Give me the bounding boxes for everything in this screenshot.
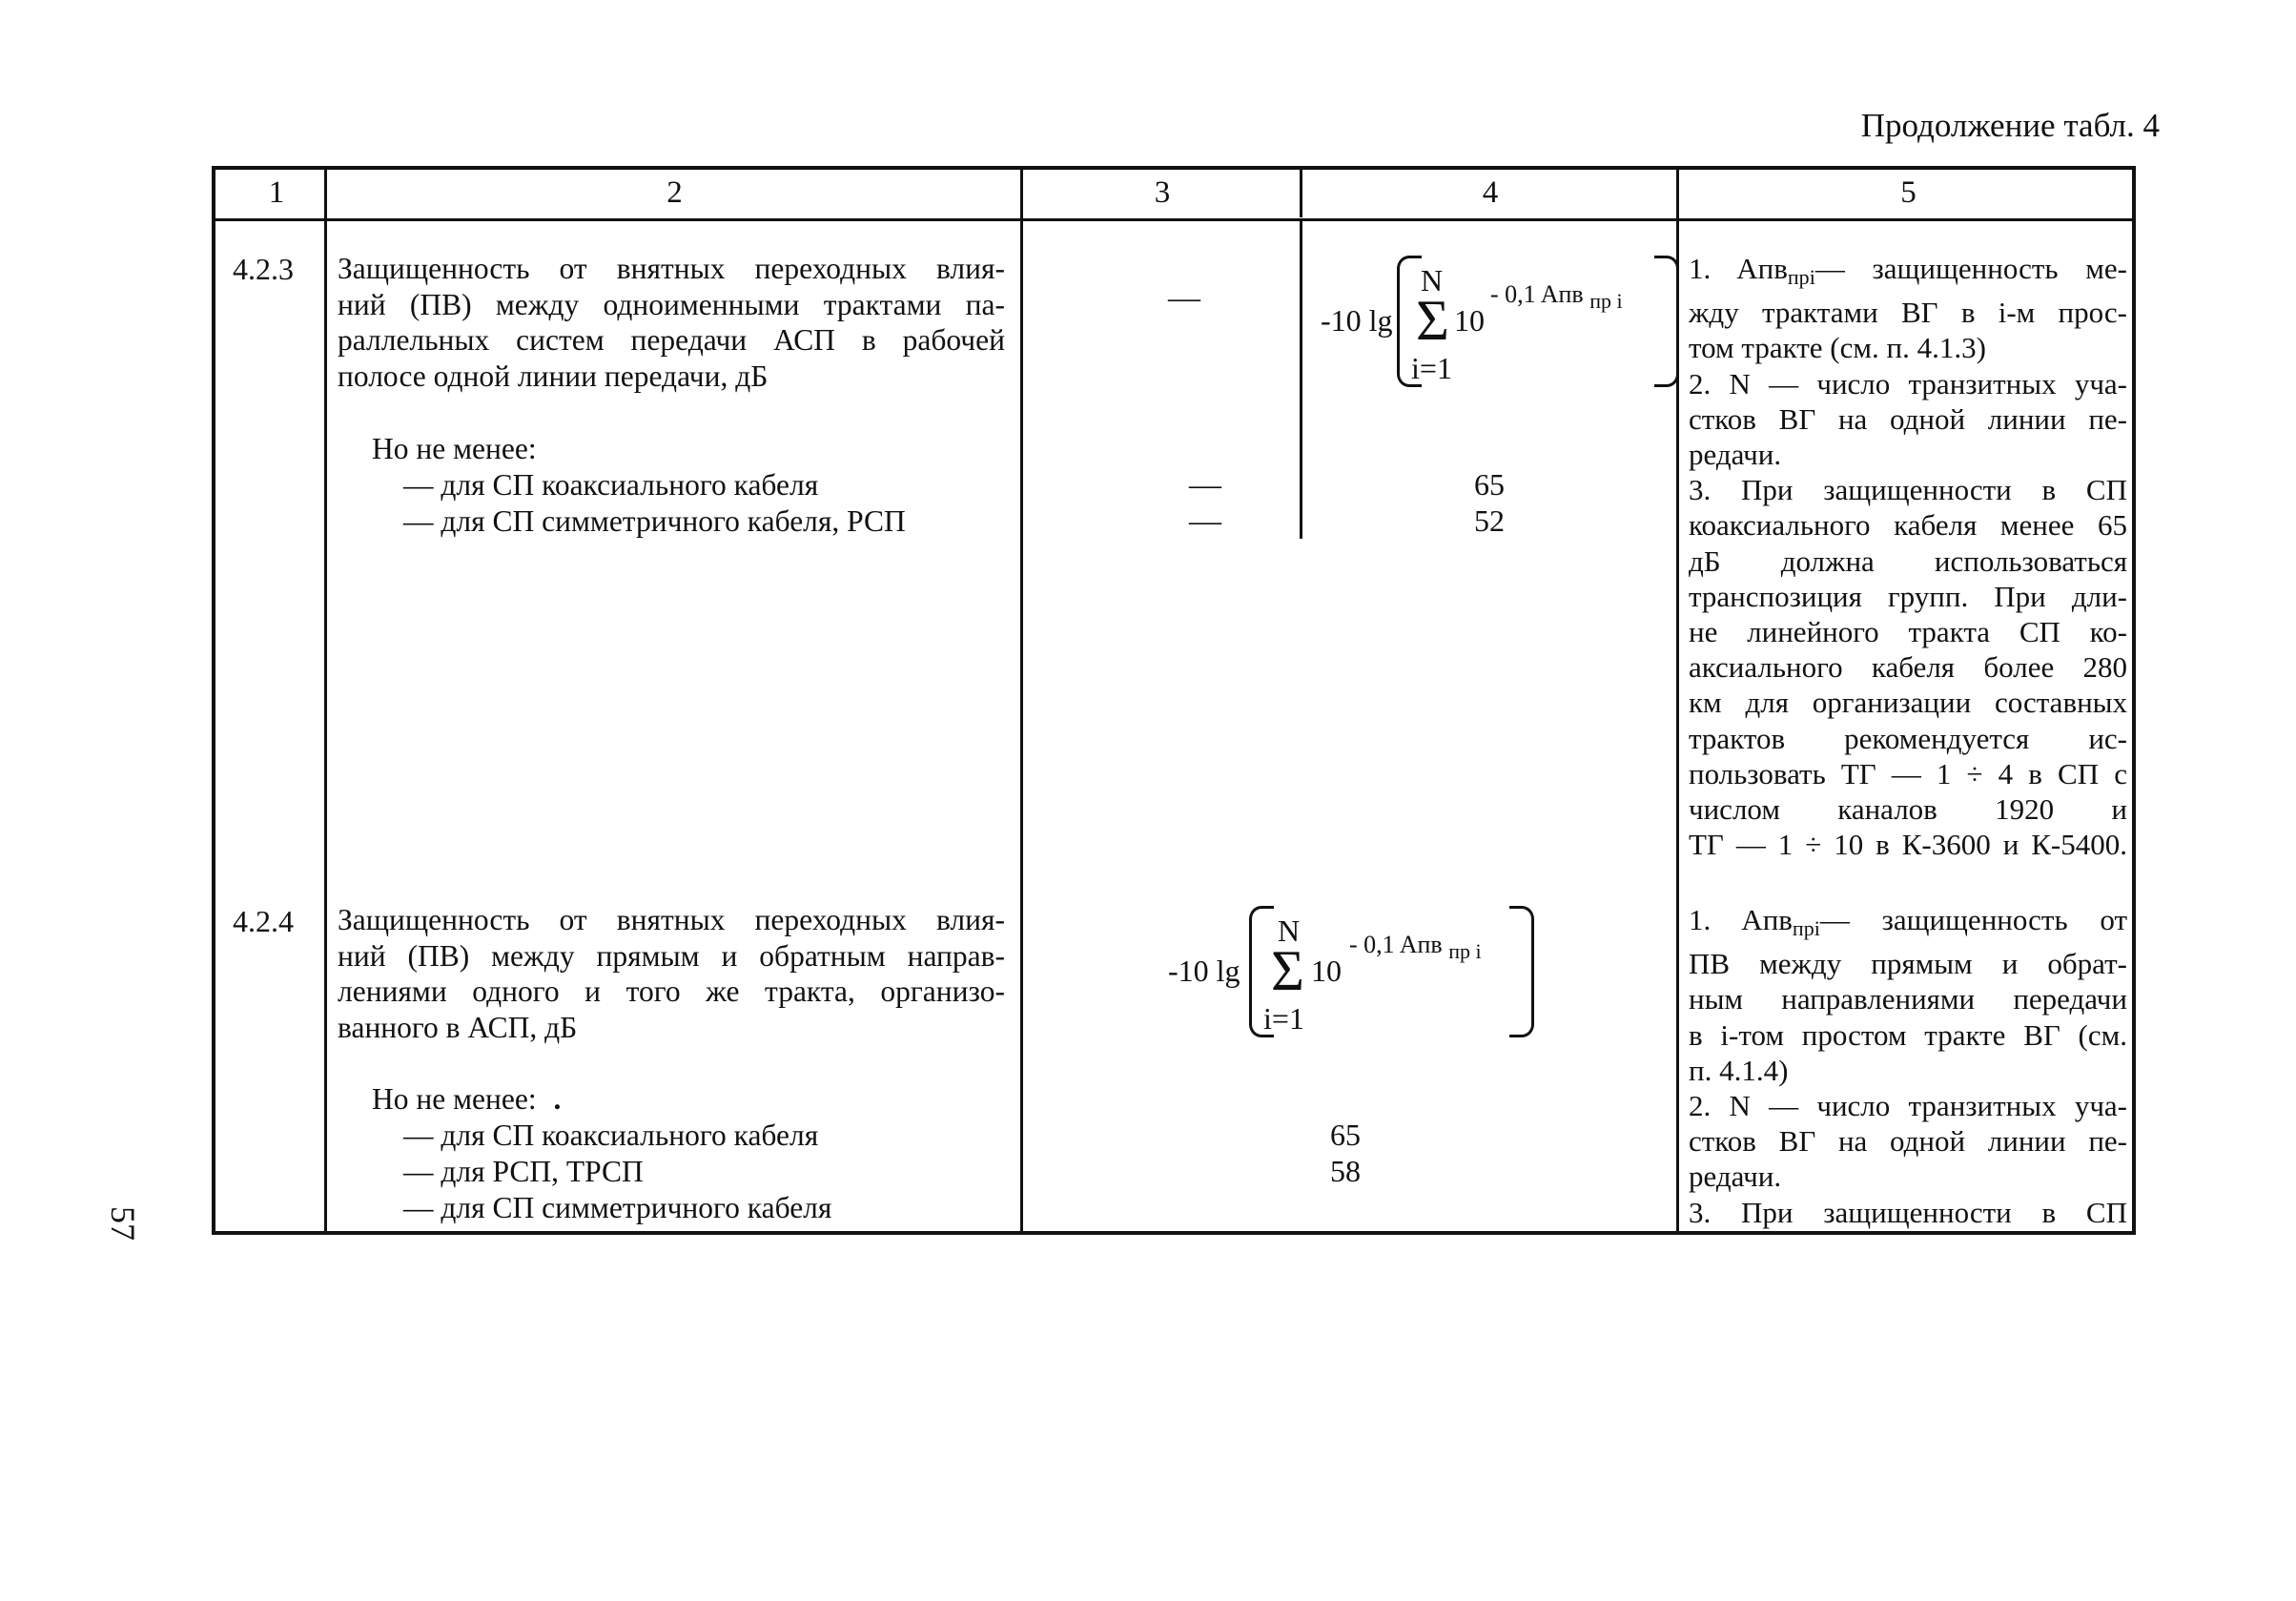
min-label: Но не менее: .: [372, 1082, 562, 1116]
formula-coef: -10 lg: [1168, 954, 1240, 988]
note-line: в i-том простом тракте ВГ (см.: [1689, 1017, 2127, 1052]
formula-exp: - 0,1 Aпв $_{пр i}$: [1349, 931, 1482, 963]
formula-lower: i=1: [1263, 1001, 1304, 1036]
min-item: — для СП коаксиального кабеля: [403, 1119, 819, 1152]
formula-right-paren: [1509, 906, 1534, 1037]
formula-exp: - 0,1 Aпв $_{пр i}$: [1490, 280, 1623, 313]
note-line: стков ВГ на одной линии пе-: [1689, 401, 2127, 436]
min-item: — для РСП, ТРСП: [403, 1155, 644, 1188]
col-divider-1: [324, 168, 327, 1233]
note-line: числом каналов 1920 и: [1689, 792, 2127, 827]
desc-line: Защищенность от внятных переходных влия-: [338, 903, 1005, 936]
formula-base: 10: [1454, 303, 1485, 338]
table-caption: Продолжение табл. 4: [1860, 107, 2160, 144]
desc-line: раллельных систем передачи АСП в рабочей: [338, 323, 1005, 357]
formula-sigma: Σ: [1271, 939, 1304, 1002]
note-line: 1. Aпв$_{прi}$— защищенность от: [1689, 903, 2127, 940]
note-line: пользовать ТГ — 1 ÷ 4 в СП с: [1689, 756, 2127, 790]
row-description: [338, 251, 1005, 394]
note-line: ТГ — 1 ÷ 10 в К-3600 и К-5400.: [1689, 828, 2127, 862]
formula-sigma: Σ: [1416, 289, 1449, 352]
note-line: дБ должна использоваться: [1689, 544, 2127, 578]
note-line: редачи.: [1689, 438, 1782, 472]
value: 58: [1330, 1154, 1361, 1188]
note-line: 2. N — число транзитных уча-: [1689, 1089, 2127, 1123]
note-line: трактов рекомендуется ис-: [1689, 721, 2127, 755]
note-line: жду трактами ВГ в i-м прос-: [1689, 296, 2127, 330]
desc-line: ний (ПВ) между прямым и обратным направ-: [338, 938, 1005, 973]
formula-base: 10: [1311, 954, 1342, 988]
formula-lower: i=1: [1411, 351, 1452, 385]
row-number: 4.2.3: [233, 252, 294, 286]
col3-dash: —: [1189, 467, 1221, 503]
formula-coef: -10 lg: [1321, 303, 1393, 338]
note-line: 3. При защищенности в СП: [1689, 473, 2127, 507]
col3-dash: —: [1168, 280, 1200, 316]
note-line: км для организации составных: [1689, 686, 2127, 720]
note-line: редачи.: [1689, 1160, 1782, 1194]
note-line: аксиального кабеля более 280: [1689, 650, 2127, 685]
header-col-4: 4: [1482, 175, 1499, 210]
page-number: 57: [104, 1206, 142, 1241]
header-col-3: 3: [1154, 175, 1171, 210]
note-line: 1. Aпв$_{прi}$— защищенность ме-: [1689, 252, 2127, 289]
note-line: коаксиального кабеля менее 65: [1689, 508, 2127, 543]
desc-line: ний (ПВ) между одноименными трактами па-: [338, 287, 1005, 321]
note-line: ПВ между прямым и обрат-: [1689, 947, 2127, 981]
desc-line: полосе одной линии передачи, дБ: [338, 359, 769, 393]
desc-line: Защищенность от внятных переходных влия-: [338, 252, 1005, 285]
note-line: стков ВГ на одной линии пе-: [1689, 1124, 2127, 1159]
formula-upper: N: [1278, 913, 1301, 948]
formula: [1321, 256, 1673, 399]
note-line: ным направлениями передачи: [1689, 982, 2127, 1016]
col-divider-3: [1300, 168, 1302, 217]
formula-right-paren: [1654, 256, 1679, 387]
col3-dash: —: [1189, 503, 1221, 539]
header-col-5: 5: [1900, 175, 1917, 210]
note-line: транспозиция групп. При дли-: [1689, 579, 2127, 613]
note-line: п. 4.1.4): [1689, 1053, 1789, 1087]
min-item: — для СП симметричного кабеля: [403, 1191, 832, 1224]
desc-line: ванного в АСП, дБ: [338, 1010, 578, 1044]
min-item: — для СП коаксиального кабеля: [403, 468, 819, 502]
formula: [1168, 906, 1530, 1049]
formula-upper: N: [1421, 263, 1444, 298]
col4-value: 65: [1474, 467, 1505, 502]
note-line: 2. N — число транзитных уча-: [1689, 366, 2127, 400]
note-line: 3. При защищенности в СП: [1689, 1195, 2127, 1229]
col4-value: 52: [1474, 503, 1505, 538]
note-line: том тракте (см. п. 4.1.3): [1689, 331, 1986, 365]
header-divider: [215, 218, 2132, 221]
row-description: [338, 902, 1005, 1045]
notes: [1689, 902, 2127, 1230]
value: 65: [1330, 1118, 1361, 1152]
note-line: не линейного тракта СП ко-: [1689, 615, 2127, 649]
header-col-1: 1: [268, 175, 285, 210]
row-number: 4.2.4: [233, 904, 294, 938]
min-item: — для СП симметричного кабеля, РСП: [403, 504, 906, 538]
min-label: Но не менее:: [372, 432, 537, 465]
col-divider-2: [1020, 168, 1023, 1233]
col-divider-3-body: [1300, 219, 1302, 539]
notes: [1689, 251, 2127, 862]
header-col-2: 2: [666, 175, 683, 210]
desc-line: лениями одного и того же тракта, организо-: [338, 975, 1005, 1008]
